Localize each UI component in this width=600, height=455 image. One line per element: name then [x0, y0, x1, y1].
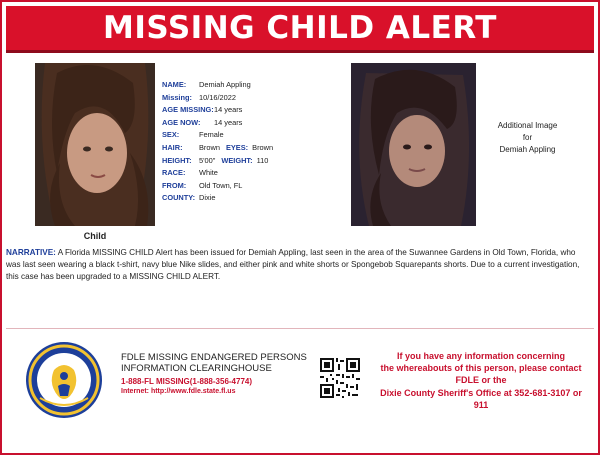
additional-image-caption: Additional Image for Demiah Appling	[497, 121, 558, 154]
detail-race: RACE: White	[162, 168, 218, 178]
detail-hair-eyes: HAIR: Brown EYES: Brown	[162, 142, 274, 152]
details-block	[162, 79, 347, 205]
detail-age-now: AGE NOW: 14 years	[162, 117, 243, 127]
child-photo	[35, 63, 155, 226]
fdle-title: FDLE MISSING ENDANGERED PERSONS	[121, 352, 307, 363]
contact-line-1: If you have any information concerning	[396, 351, 566, 361]
detail-age-missing: AGE MISSING:14 years	[162, 105, 243, 115]
detail-name: NAME: Demiah Appling	[162, 80, 251, 89]
qr-code[interactable]	[318, 356, 362, 405]
fdle-subtitle: INFORMATION CLEARINGHOUSE	[121, 363, 272, 374]
detail-missing: Missing: 10/16/2022	[162, 92, 236, 102]
fdle-phone: 1-888-FL MISSING(1-888-356-4774)	[121, 377, 253, 386]
detail-county: COUNTY: Dixie	[162, 193, 216, 203]
detail-from: FROM: Old Town, FL	[162, 180, 243, 190]
detail-sex: SEX: Female	[162, 130, 224, 140]
header-banner	[6, 6, 594, 53]
contact-line-2: the whereabouts of this person, please contact	[380, 363, 582, 374]
narrative-text: A Florida MISSING CHILD Alert has been issued for Demiah Appling, last seen in the area of the Suwannee Gardens in Old Town, Florida, who was last seen wearing a black t-shirt, navy blue Nike slides, and either pink and white shorts or Spongebob Squarepants shorts. Due to a current investigation, this case has been upgraded to a MISSING CHILD ALERT.	[6, 248, 580, 281]
clearinghouse-seal	[24, 340, 104, 425]
divider	[6, 328, 594, 329]
banner-title: MISSING CHILD ALERT	[103, 10, 497, 46]
contact-info	[367, 350, 595, 411]
fdle-block	[121, 352, 351, 397]
photo-caption: Child	[83, 231, 107, 241]
narrative	[6, 247, 592, 282]
detail-height-weight: HEIGHT: 5'00" WEIGHT: 110	[162, 155, 269, 165]
contact-line-4: Dixie County Sheriff's Office at 352-681-3107 or	[380, 387, 582, 398]
fdle-website[interactable]: Internet: http://www.fdle.state.fl.us	[121, 388, 236, 395]
narrative-label: NARRATIVE:	[6, 248, 56, 257]
additional-photo	[351, 63, 476, 226]
contact-line-5: 911	[473, 399, 489, 410]
contact-line-3: FDLE or the	[455, 375, 507, 386]
